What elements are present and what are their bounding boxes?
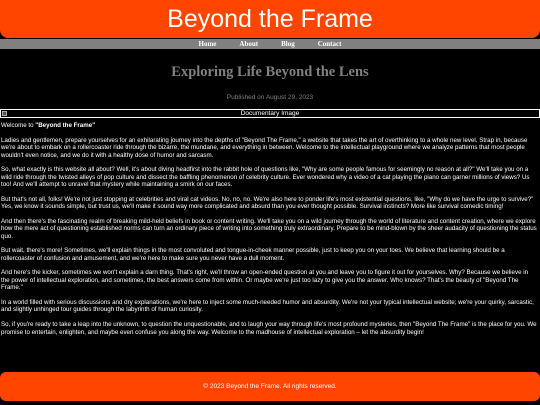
site-footer <box>0 372 540 401</box>
article-body <box>0 122 539 343</box>
welcome-line <box>1 122 538 129</box>
nav-link-home[interactable]: Home <box>198 40 217 48</box>
published-date: Published on August 29, 2023 <box>226 94 314 101</box>
paragraph: Ladies and gentlemen, prepare yourselves for an exhilarating journey into the depths of "Beyond The Frame," a website that takes the art of overthinking to a whole new level. Strap in, because we're about to embark on a rollercoaster ride through the bizarre, the mundane, and everything in between. Welcome to the intellectual playground where we analyze patterns that most people wouldn't even notice, and we do it with a healthy dose of humor and sarcasm. <box>1 136 528 159</box>
paragraph: In a world filled with serious discussions and dry explanations, we're here to inject some much-needed humor and absurdity. We're not your typical intellectual website; we're your quirky, sarcastic, and slightly unhinged tour guides through the labyrinth of human curiosity. <box>1 298 534 314</box>
broken-image-icon <box>2 111 7 116</box>
site-title: Beyond the Frame <box>167 4 373 33</box>
nav-bar <box>0 39 540 49</box>
paragraph: And here's the kicker, sometimes we won't explain a darn thing. That's right, we'll throw an open-ended question at you and leave you to figure it out for yourselves. Why? Because we believe in the power of intellectual exploration, and sometimes, the best answers come from within. Or maybe we're just too lazy to give you the answer. Who knows? That's the beauty of "Beyond The Frame." <box>1 269 529 292</box>
paragraph: So, if you're ready to take a leap into the unknown, to question the unquestionable, and to laugh your way through life's most profound mysteries, then "Beyond The Frame" is the place for you. We promise to entertain, enlighten, and maybe even confuse you along the way. Welcome to the madhouse of intellectual exploration – let the absurdity begin! <box>1 321 537 336</box>
paragraph: But that's not all, folks! We're not just stopping at celebrities and viral cat videos. No, no, no. We're also here to ponder life's most existential questions, like, "Why do we have the urge to survive?" Yes, we know it sounds simple, but trust us, we'll make it sound way more complicated and absurd than you ever thought possible. Survival instincts? More like survival comedic timing! <box>1 195 534 211</box>
site-header <box>0 0 540 38</box>
welcome-site-name: "Beyond the Frame" <box>35 122 96 129</box>
paragraph: But wait, there's more! Sometimes, we'll explain things in the most convoluted and tongue-in-cheek manner possible, just to keep you on your toes. We believe that learning should be a rollercoaster of confusion and amusement, and we're here to make sure you never have a dull moment. <box>1 247 505 262</box>
nav-link-blog[interactable]: Blog <box>281 40 295 48</box>
nav-link-about[interactable]: About <box>239 40 259 48</box>
paragraph: And then there's the fascinating realm of breaking mild-held beliefs in book or content writing. We'll take you on a wild journey through the world of literature and content creation, where we explore how the mere act of questioning established norms can turn an ordinary piece of writing into something truly extraordinary. Prepare to be mind-blown by the sheer audacity of questioning the status quo. <box>1 217 537 240</box>
copyright-text: © 2023 Beyond the Frame. All rights reserved. <box>203 383 337 390</box>
image-alt-text: Documentary Image <box>240 110 300 117</box>
nav-link-contact[interactable]: Contact <box>317 40 342 48</box>
documentary-image <box>0 109 540 118</box>
paragraph: So, what exactly is this website all about? Well, it's about diving headfirst into the rabbit hole of questions like, "Why are some people famous for seemingly no reason at all?" We'll take you on a wild ride through the twisted alleys of pop culture and dissect the baffling phenomenon of celebrity culture. Ever wondered why a video of a cat playing the piano can garner millions of views? Us too! And we'll attempt to unravel that mystery while maintaining a smirk on our faces. <box>1 166 530 189</box>
welcome-prefix: Welcome to <box>1 122 36 129</box>
article-title: Exploring Life Beyond the Lens <box>171 64 369 80</box>
